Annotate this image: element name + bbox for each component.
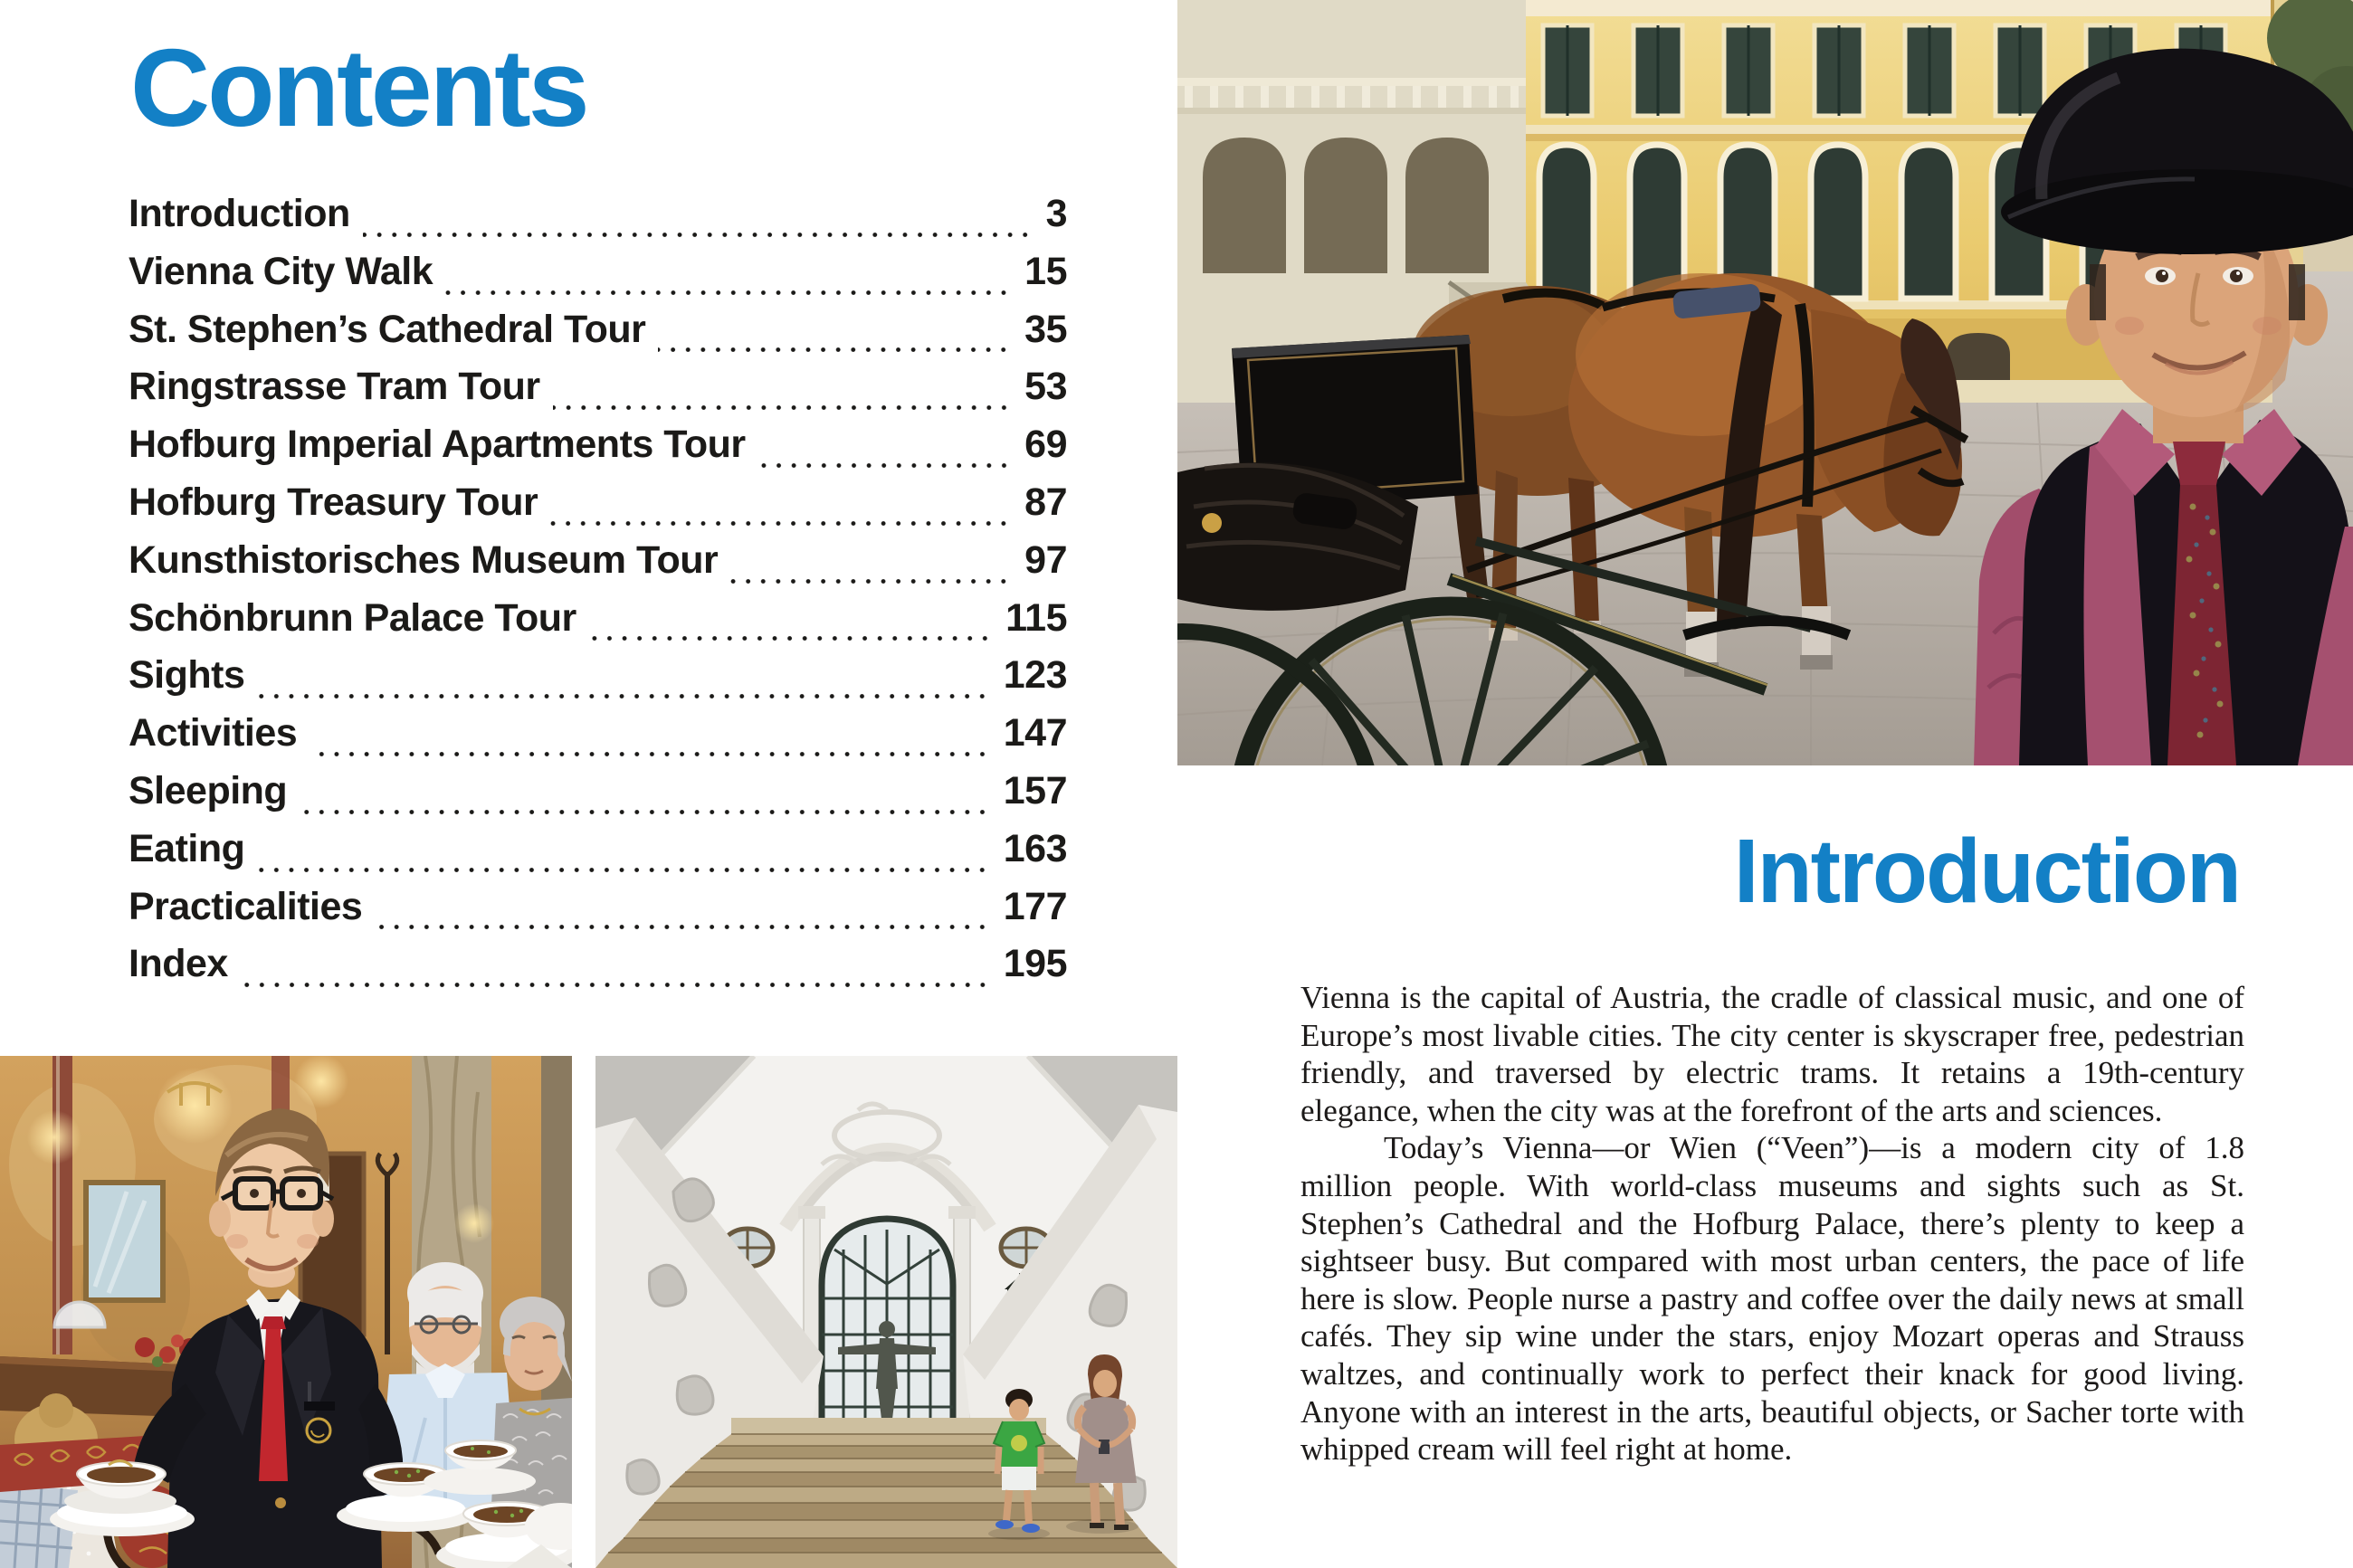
toc-entry: [129, 653, 1067, 711]
toc-entry-page-number: 3: [1045, 192, 1067, 235]
toc-entry: [129, 365, 1067, 423]
toc-entry-page-number: 97: [1024, 537, 1067, 582]
toc-entry-page-number: 177: [1003, 884, 1067, 928]
toc-entry: [129, 769, 1067, 827]
photo-cafe-waiter: [0, 1056, 572, 1568]
dot-leader: [375, 924, 994, 930]
photo-fiaker-driver: [1177, 0, 2353, 765]
toc-entry-label: Schönbrunn Palace Tour: [129, 595, 576, 640]
dot-leader: [658, 347, 1015, 353]
toc-entry-label: Sights: [129, 653, 245, 698]
toc-entry-page-number: 147: [1003, 711, 1067, 755]
intro-paragraph-2: Today’s Vienna—or Wien (“Veen”)—is a modern city of 1.8 million people. With world-class museums and sights such as St. Stephen’s Cathedral and the Hofburg Palace, there’s plenty to keep a sightseer busy. But compared with most urban centers, the pace of life here is slow. People nurse a pastry and coffee over the daily news at small cafés. They sip wine under the stars, enjoy Mozart operas and Strauss waltzes, and continually work to perfect their knack for good living. Anyone with an interest in the arts, beautiful objects, or Sacher torte with whipped cream will feel right at home.: [1300, 1130, 2244, 1468]
toc-entry: [129, 308, 1067, 366]
toc-entry-label: Activities: [129, 711, 298, 755]
toc-entry: [129, 192, 1067, 250]
toc-entry-page-number: 53: [1024, 365, 1067, 409]
toc-entry-label: Eating: [129, 826, 245, 870]
introduction-text: [1300, 979, 2244, 1468]
photo-palace-staircase: [595, 1056, 1177, 1568]
introduction-heading: Introduction: [1733, 821, 2240, 922]
toc-entry-label: Ringstrasse Tram Tour: [129, 365, 540, 409]
toc-entry-label: Index: [129, 942, 228, 986]
toc-entry: [129, 480, 1067, 538]
table-of-contents: [129, 192, 1067, 1000]
dot-leader: [241, 982, 995, 988]
dot-leader: [257, 693, 994, 699]
dot-leader: [363, 232, 1037, 238]
toc-entry-page-number: 15: [1024, 249, 1067, 293]
toc-entry-label: St. Stephen’s Cathedral Tour: [129, 307, 646, 351]
cafe-waiter-illustration: [0, 1056, 572, 1568]
toc-entry-label: Hofburg Imperial Apartments Tour: [129, 423, 746, 467]
toc-entry-label: Sleeping: [129, 768, 288, 813]
toc-entry: [129, 423, 1067, 480]
toc-entry: [129, 711, 1067, 769]
toc-entry-page-number: 157: [1003, 768, 1067, 813]
dot-leader: [550, 520, 1015, 527]
toc-entry-page-number: 195: [1003, 942, 1067, 986]
dot-leader: [257, 867, 994, 873]
dot-leader: [445, 290, 1015, 296]
toc-entry: [129, 885, 1067, 943]
toc-entry-label: Hofburg Treasury Tour: [129, 480, 538, 524]
dot-leader: [310, 751, 995, 757]
dot-leader: [589, 635, 996, 641]
dot-leader: [553, 404, 1015, 411]
toc-entry-page-number: 69: [1024, 423, 1067, 467]
intro-paragraph-1: Vienna is the capital of Austria, the cradle of classical music, and one of Europe’s most livable cities. The city center is skyscraper free, pedestrian friendly, and traversed by electric trams. It retains a 19th-century elegance, when the city was at the forefront of the arts and sciences.: [1300, 980, 2244, 1128]
toc-entry-page-number: 87: [1024, 480, 1067, 524]
toc-entry-page-number: 115: [1005, 595, 1067, 640]
fiaker-driver-illustration: [1177, 0, 2353, 765]
toc-entry-label: Kunsthistorisches Museum Tour: [129, 537, 719, 582]
dot-leader: [300, 809, 995, 815]
toc-entry-page-number: 163: [1003, 826, 1067, 870]
toc-entry: [129, 942, 1067, 1000]
toc-entry-label: Vienna City Walk: [129, 249, 433, 293]
staircase-illustration: [595, 1056, 1177, 1568]
toc-entry-page-number: 123: [1003, 653, 1067, 698]
contents-heading: Contents: [130, 26, 587, 149]
dot-leader: [758, 462, 1016, 469]
toc-entry-page-number: 35: [1024, 307, 1067, 351]
toc-entry: [129, 596, 1067, 654]
toc-entry-label: Introduction: [129, 192, 350, 235]
toc-entry-label: Practicalities: [129, 884, 363, 928]
toc-entry: [129, 250, 1067, 308]
dot-leader: [730, 578, 1015, 584]
toc-entry: [129, 827, 1067, 885]
toc-entry: [129, 538, 1067, 596]
